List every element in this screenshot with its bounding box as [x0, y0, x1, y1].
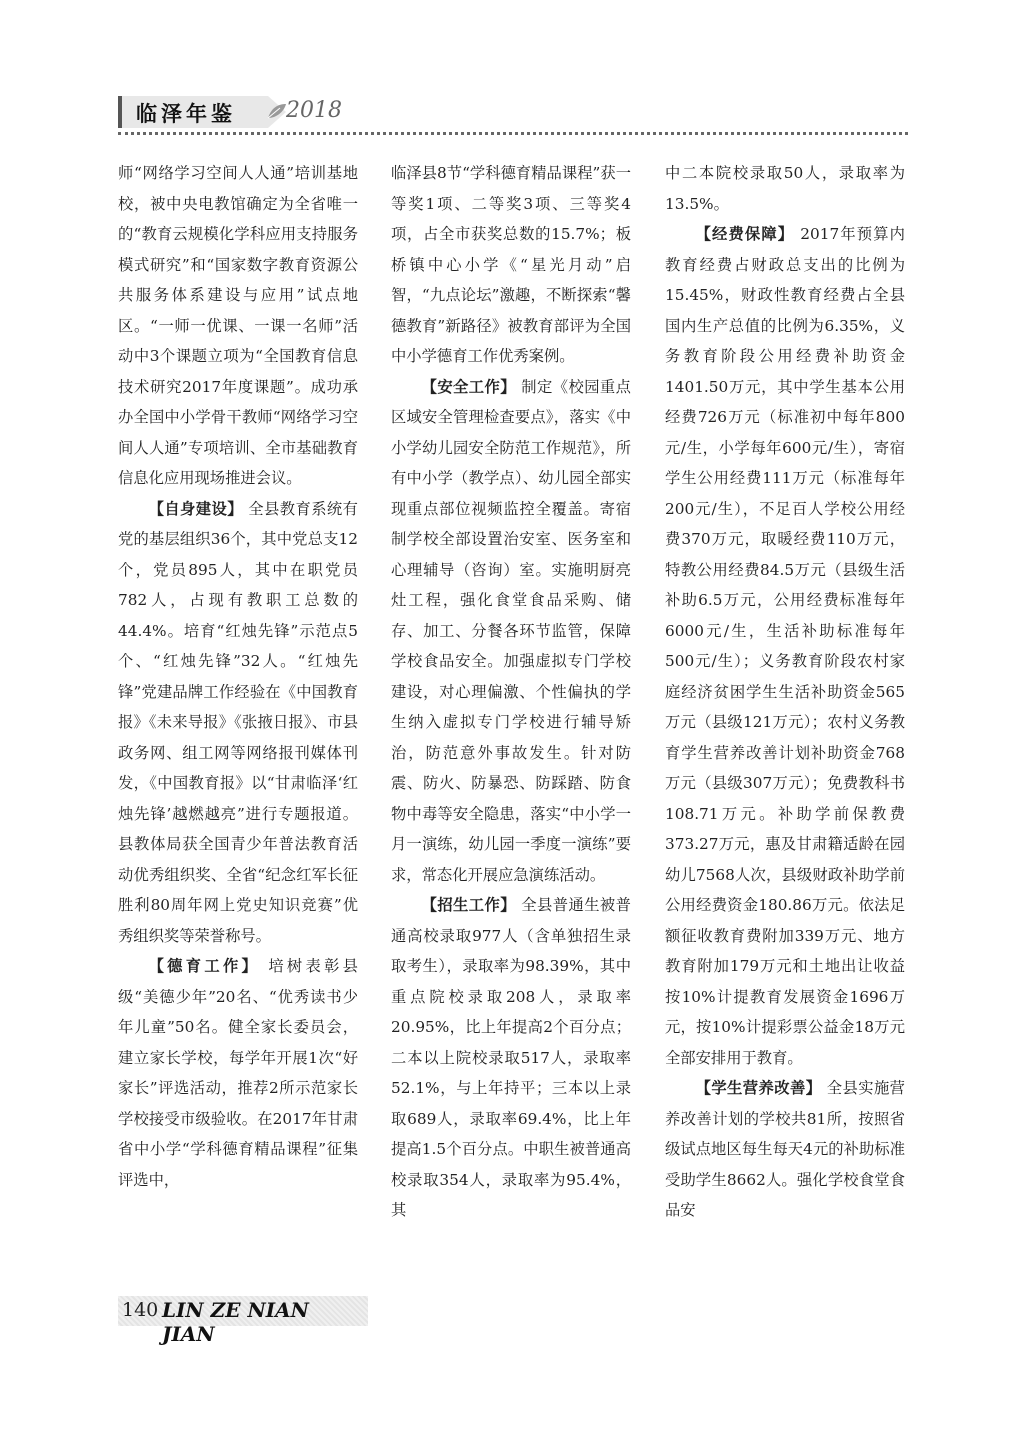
paragraph	[391, 372, 631, 891]
running-footer	[118, 1296, 368, 1346]
paragraph	[391, 890, 631, 1226]
section-heading: 【经费保障】	[695, 225, 795, 243]
paragraph	[665, 158, 905, 219]
text-column-1	[118, 158, 358, 1195]
section-heading: 【招生工作】	[421, 896, 516, 914]
paragraph-text: 师“网络学习空间人人通”培训基地校，被中央电教馆确定为全省唯一的“教育云规模化学科应用支持服务模式研究”和“国家数字教育资源公共服务体系建设与应用”试点地区。“一师一优课、一课一名师”活动中3个课题立项为“全国教育信息技术研究2017年度课题”。成功承办全国中小学骨干教师“网络学习空间人人通”专项培训、全市基础教育信息化应用现场推进会议。	[118, 164, 358, 487]
paragraph-text: 全县教育系统有党的基层组织36个，其中党总支12个，党员895人，其中在职党员782人，占现有教职工总数的44.4%。培育“红烛先锋”示范点5个、“红烛先锋”32人。“红烛先锋”党建品牌工作经验在《中国教育报》《未来导报》《张掖日报》、市县政务网、组工网等网络报刊媒体刊发，《中国教育报》以“甘肃临泽‘红烛先锋’越燃越亮”进行专题报道。县教体局获全国青少年普法教育活动优秀组织奖、全省“纪念红军长征胜利80周年网上党史知识竞赛”优秀组织奖等荣誉称号。	[118, 499, 358, 945]
paragraph	[391, 158, 631, 372]
header-rule	[118, 132, 908, 135]
footer-title: LIN ZE NIAN JIAN	[162, 1298, 309, 1346]
page-number: 140	[122, 1299, 159, 1321]
paragraph-text: 全县实施营养改善计划的学校共81所，按照省级试点地区每生每天4元的补助标准受助学生8662人。强化学校食堂食品安	[665, 1079, 905, 1219]
section-heading: 【自身建设】	[148, 499, 243, 518]
paragraph	[665, 219, 905, 1073]
paragraph	[118, 158, 358, 494]
paragraph-text: 中二本院校录取50人，录取率为13.5%。	[665, 164, 905, 213]
paragraph	[665, 1073, 905, 1226]
book-title: 临泽年鉴	[136, 102, 236, 126]
section-heading: 【安全工作】	[421, 377, 516, 396]
paragraph-text: 2017年预算内教育经费占财政总支出的比例为15.45%，财政性教育经费占全县国内生产总值的比例为6.35%，义务教育阶段公用经费补助资金1401.50万元，其中学生基本公用经费726万元（标准初中每年800元/生，小学每年600元/生），寄宿学生公用经费111万元（标准每年200元/生），不足百人学校公用经费370万元，取暖经费110万元，特教公用经费84.5万元（县级生活补助6.5万元，公用经费标准每年6000元/生，生活补助标准每年500元/生）；义务教育阶段农村家庭经济贫困学生生活补助资金565万元（县级121万元）；农村义务教育学生营养改善计划补助资金768万元（县级307万元）；免费教科书108.71万元。补助学前保教费373.27万元，惠及甘肃籍适龄在园幼儿7568人次，县级财政补助学前公用经费资金180.86万元。依法足额征收教育费附加339万元、地方教育附加179万元和土地出让收益按10%计提教育发展资金1696万元，按10%计提彩票公益金18万元全部安排用于教育。	[665, 225, 905, 1067]
section-heading: 【学生营养改善】	[695, 1079, 822, 1097]
leaf-icon	[266, 102, 288, 120]
paragraph	[118, 951, 358, 1195]
running-header	[118, 94, 908, 134]
text-column-2	[391, 158, 631, 1226]
text-column-3	[665, 158, 905, 1226]
section-heading: 【德育工作】	[148, 957, 261, 975]
paragraph-text: 培树表彰县级“美德少年”20名、“优秀读书少年儿童”50名。健全家长委员会，建立家长学校，每学年开展1次“好家长”评选活动，推荐2所示范家长学校接受市级验收。在2017年甘肃省中小学“学科德育精品课程”征集评选中，	[118, 957, 358, 1189]
header-year: 2018	[286, 98, 342, 123]
paragraph-text: 全县普通生被普通高校录取977人（含单独招生录取考生），录取率为98.39%，其中重点院校录取208人，录取率20.95%，比上年提高2个百分点；二本以上院校录取517人，录取率52.1%，与上年持平；三本以上录取689人，录取率69.4%，比上年提高1.5个百分点。中职生被普通高校录取354人，录取率为95.4%，其	[391, 896, 631, 1219]
paragraph	[118, 494, 358, 952]
paragraph-text: 临泽县8节“学科德育精品课程”获一等奖1项、二等奖3项、三等奖4项，占全市获奖总数的15.7%；板桥镇中心小学《“星光月动”启智，“九点论坛”激趣，不断探索“馨德教育”新路径》被教育部评为全国中小学德育工作优秀案例。	[391, 164, 631, 365]
paragraph-text: 制定《校园重点区域安全管理检查要点》，落实《中小学幼儿园安全防范工作规范》，所有中小学（教学点）、幼儿园全部实现重点部位视频监控全覆盖。寄宿制学校全部设置治安室、医务室和心理辅导（咨询）室。实施明厨亮灶工程，强化食堂食品采购、储存、加工、分餐各环节监管，保障学校食品安全。加强虚拟专门学校建设，对心理偏激、个性偏执的学生纳入虚拟专门学校进行辅导矫治，防范意外事故发生。针对防震、防火、防暴恐、防踩踏、防食物中毒等安全隐患，落实“中小学一月一演练，幼儿园一季度一演练”要求，常态化开展应急演练活动。	[391, 377, 631, 884]
